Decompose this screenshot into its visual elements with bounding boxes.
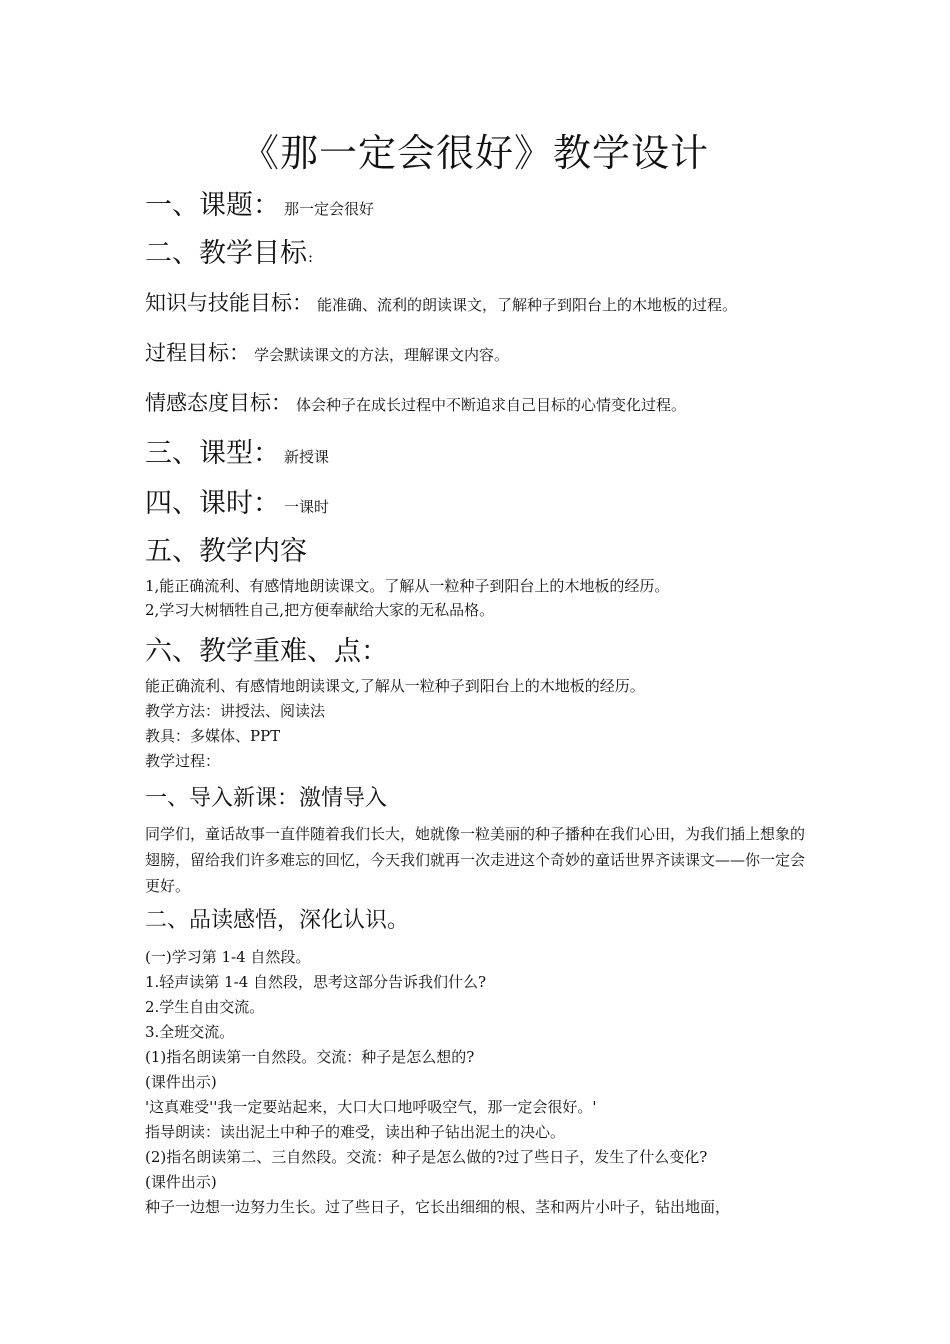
step-reading-line: (1)指名朗读第一自然段。交流：种子是怎么想的? [145,1048,475,1066]
goal-knowledge-heading: 知识与技能目标： [145,291,313,315]
step-reading-line: 种子一边想一边努力生长。过了些日子，它长出细细的根、茎和两片小叶子，钻出地面， [145,1198,731,1216]
step-reading-line: (一)学习第 1-4 自然段。 [145,948,311,966]
section-goals-heading: 二、教学目标 [145,238,307,269]
teaching-method-line: 教学方法：讲授法、阅读法 [145,702,326,720]
content-item: 1,能正确流利、有感情地朗读课文。了解从一粒种子到阳台上的木地板的经历。 [145,577,670,595]
teaching-tools-line: 教具：多媒体、PPT [145,727,281,745]
goal-process-text: 学会默读课文的方法，理解课文内容。 [254,346,510,364]
goal-knowledge-text: 能准确、流利的朗读课文，了解种子到阳台上的木地板的过程。 [317,296,738,314]
section-goals [145,236,313,275]
section-key-points-heading: 六、教学重难、点： [145,636,388,667]
step-reading-line: (2)指名朗读第二、三自然段。交流：种子是怎么做的?过了些日子，发生了什么变化? [145,1148,708,1166]
step-reading-line: (课件出示) [145,1173,217,1191]
goal-emotion-text: 体会种子在成长过程中不断追求自己目标的心情变化过程。 [296,396,687,414]
section-content-heading: 五、教学内容 [145,536,307,567]
key-points-line: 能正确流利、有感情地朗读课文,了解从一粒种子到阳台上的木地板的经历。 [145,677,645,695]
goal-process-heading: 过程目标： [145,341,250,365]
section-lesson-type [145,436,329,475]
section-topic-heading: 一、课题： [145,190,280,221]
section-periods-value: 一课时 [284,498,330,516]
section-goals-colon: : [308,248,314,266]
step-reading-line: 2.学生自由交流。 [145,998,265,1016]
step-reading-line: 1.轻声读第 1-4 自然段，思考这部分告诉我们什么? [145,973,487,991]
goal-emotion-heading: 情感态度目标： [145,391,292,415]
step-reading-line: (课件出示) [145,1073,217,1091]
goal-emotion [145,388,686,420]
section-lesson-type-heading: 三、课型： [145,438,280,469]
step-reading-line: 指导朗读：读出泥土中种子的难受，读出种子钻出泥土的决心。 [145,1123,566,1141]
section-topic [145,188,374,227]
section-lesson-type-value: 新授课 [284,448,330,466]
step-reading-line: 3.全班交流。 [145,1023,235,1041]
step-intro-heading: 一、导入新课：激情导入 [145,786,388,811]
section-periods-heading: 四、课时： [145,488,280,519]
section-topic-value: 那一定会很好 [284,200,375,218]
document-title: 《那一定会很好》教学设计 [240,131,709,175]
step-reading-line: '这真难受''我一定要站起来，大口大口地呼吸空气，那一定会很好。' [145,1098,597,1116]
goal-knowledge [145,288,737,320]
teaching-process-label: 教学过程： [145,752,221,770]
content-item: 2,学习大树牺牲自己,把方便奉献给大家的无私品格。 [145,601,495,619]
section-periods [145,486,329,525]
step-reading-heading: 二、品读感悟，深化认识。 [145,908,410,933]
goal-process [145,338,509,370]
step-intro-paragraph: 同学们，童话故事一直伴随着我们长大，她就像一粒美丽的种子播种在我们心田，为我们插上想象的翅膀，留给我们许多难忘的回忆，今天我们就再一次走进这个奇妙的童话世界齐读课文——你一定会更好。 [145,825,806,895]
